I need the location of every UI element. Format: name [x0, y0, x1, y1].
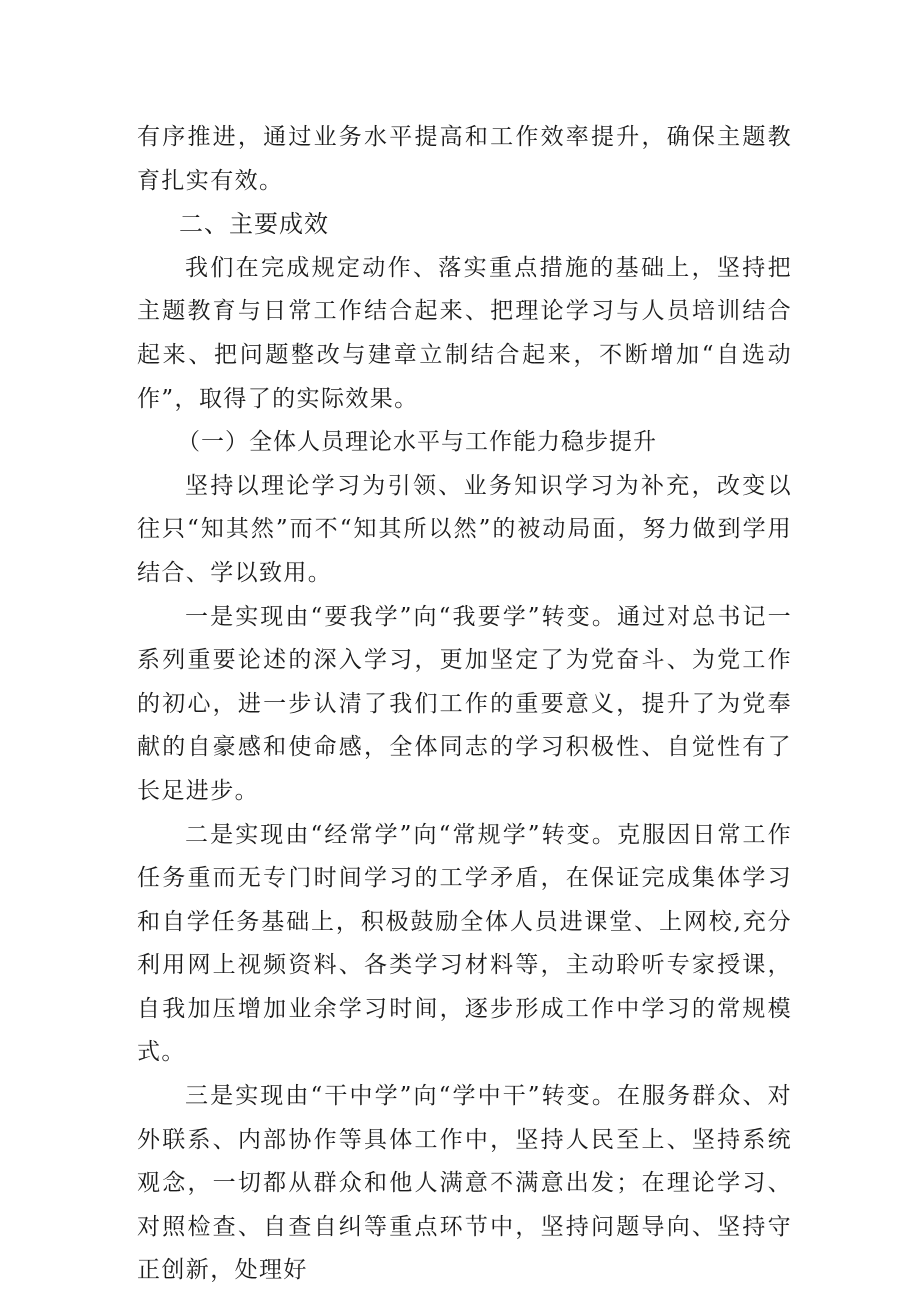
paragraph: 二是实现由“经常学”向“常规学”转变。克服因日常工作任务重而无专门时间学习的工学矛盾，在保证完成集体学习和自学任务基础上，积极鼓励全体人员进课堂、上网校,充分利用网上视频资料、各类学习材料等，主动聆听专家授课，自我加压增加业余学习时间，逐步形成工作中学习的常规模式。 [137, 821, 792, 1066]
subsection-heading: （一）全体人员理论水平与工作能力稳步提升 [177, 429, 657, 456]
paragraph: 一是实现由“要我学”向“我要学”转变。通过对总书记一系列重要论述的深入学习，更加坚定了为党奋斗、为党工作的初心，进一步认清了我们工作的重要意义，提升了为党奉献的自豪感和使命感，全体同志的学习积极性、自觉性有了长足进步。 [137, 603, 792, 804]
paragraph: 我们在完成规定动作、落实重点措施的基础上，坚持把主题教育与日常工作结合起来、把理论学习与人员培训结合起来、把问题整改与建章立制结合起来，不断增加“自选动作”，取得了的实际效果。 [137, 254, 792, 412]
paragraph: 坚持以理论学习为引领、业务知识学习为补充，改变以往只“知其然”而不“知其所以然”的被动局面，努力做到学用结合、学以致用。 [137, 472, 792, 586]
paragraph: 三是实现由“干中学”向“学中干”转变。在服务群众、对外联系、内部协作等具体工作中，坚持人民至上、坚持系统观念，一切都从群众和他人满意不满意出发；在理论学习、对照检查、自查自纠等重点环节中，坚持问题导向、坚持守正创新，处理好 [137, 1083, 792, 1284]
document-body [137, 116, 792, 1293]
section-heading: 二、主要成效 [179, 210, 329, 239]
paragraph-continued: 有序推进，通过业务水平提高和工作效率提升，确保主题教育扎实有效。 [137, 124, 792, 194]
